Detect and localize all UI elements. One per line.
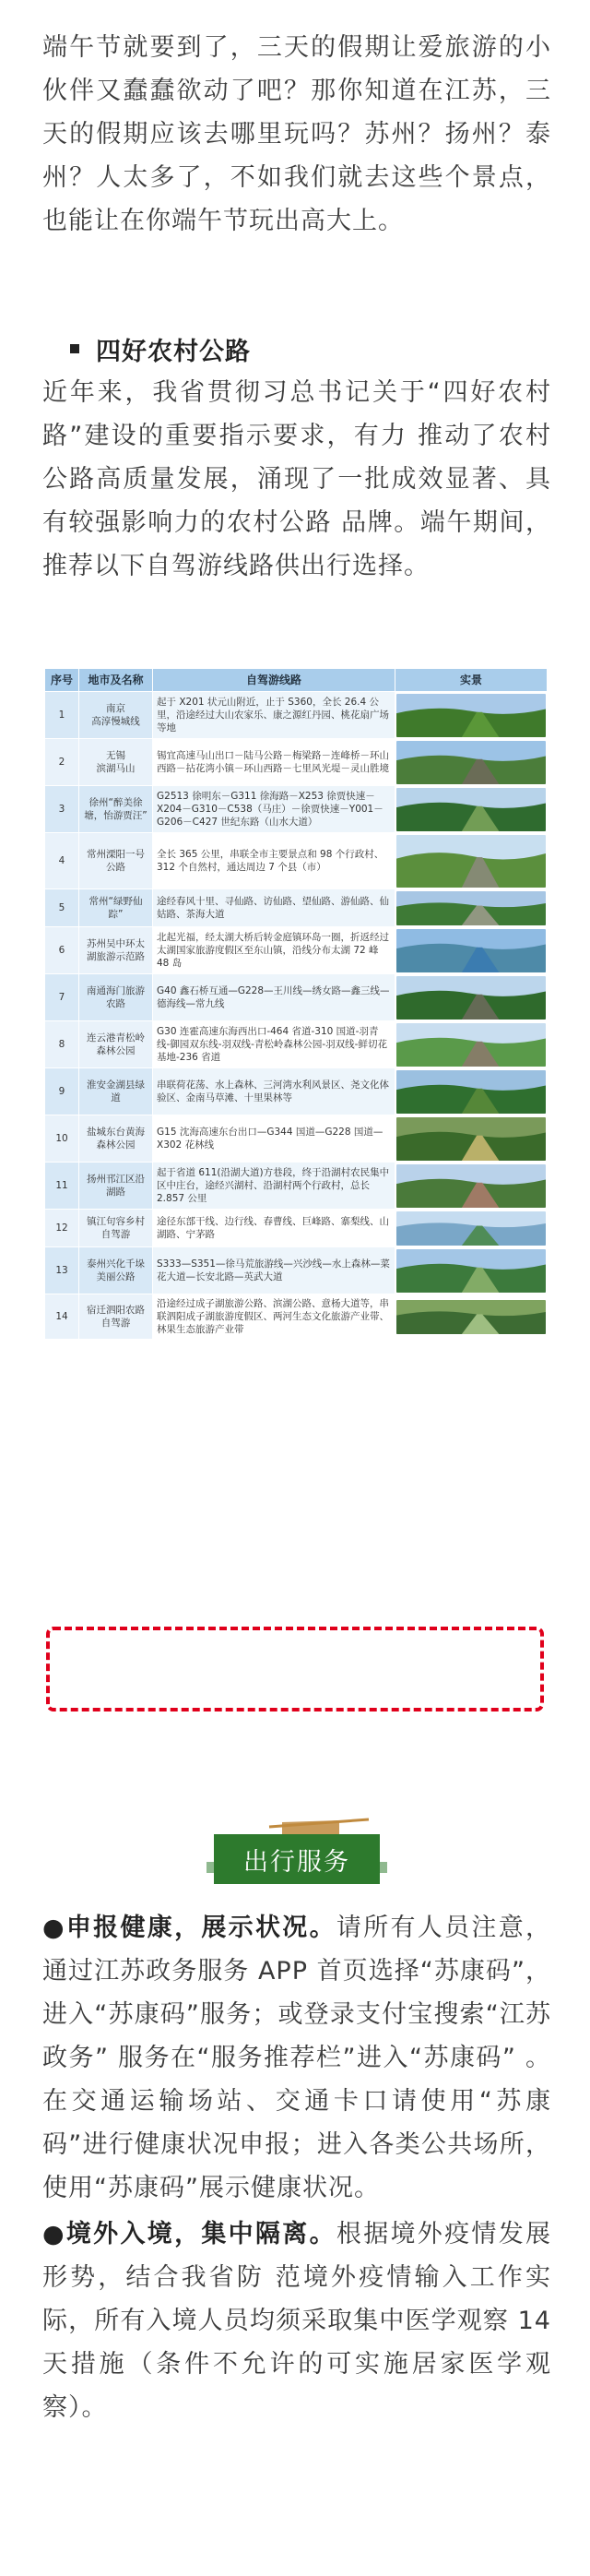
- route-photo: [395, 1210, 548, 1247]
- route-description: S333—S351—徐马荒旅游线—兴沙线—水上森林—菜花大道—长安北路—英武大道: [153, 1247, 395, 1294]
- route-photo: [395, 974, 548, 1021]
- section-heading: [70, 330, 251, 367]
- route-description: 串联荷花荡、水上森林、三河湾水利风景区、尧文化体验区、金南马草滩、十里果林等: [153, 1068, 395, 1115]
- route-name: 连云港青松岭森林公园: [79, 1021, 153, 1068]
- header-no: 序号: [45, 669, 79, 692]
- route-table: [44, 668, 548, 1340]
- table-row: [45, 1068, 548, 1115]
- landscape-photo-icon: [396, 976, 546, 1020]
- route-name: 扬州邗江区沿湖路: [79, 1163, 153, 1210]
- route-description: 北起光福，经太湖大桥后转金庭镇环岛一圈，折返经过太湖国家旅游度假区至东山镇，沿线分布太湖 72 峰 48 岛: [153, 927, 395, 974]
- route-description: 起于 X201 状元山附近，止于 S360，全长 26.4 公里，沿途经过大山农家乐、康之源红丹园、桃花扇广场等地: [153, 692, 395, 739]
- route-name: 淮安金湖县绿道: [79, 1068, 153, 1115]
- square-bullet-icon: [70, 344, 79, 353]
- route-photo: [395, 786, 548, 833]
- row-number: 8: [45, 1021, 79, 1068]
- route-description: 全长 365 公里，串联全市主要景点和 98 个行政村、312 个自然村，通达周边 7 个县（市）: [153, 833, 395, 889]
- landscape-photo-icon: [396, 1070, 546, 1114]
- row-number: 4: [45, 833, 79, 889]
- notice-quarantine: [42, 2212, 551, 2429]
- landscape-photo-icon: [396, 835, 546, 888]
- route-description: G15 沈海高速东台出口—G344 国道—G228 国道—X302 花林线: [153, 1115, 395, 1163]
- landscape-photo-icon: [396, 1164, 546, 1208]
- table-row: [45, 739, 548, 786]
- table-row: [45, 889, 548, 927]
- landscape-photo-icon: [396, 788, 546, 831]
- notice-health-text: 请所有人员注意，通过江苏政务服务 APP 首页选择“苏康码”，进入“苏康码”服务；或登录支付宝搜索“江苏政务” 服务在“服务推荐栏”进入“苏康码” 。在交通运输场站、交通卡口请使用“苏康码”进行健康状况申报；进入各类公共场所，使用“苏康码”展示健康状况。: [42, 1914, 552, 2202]
- route-description: G30 连霍高速东海西出口-464 省道-310 国道-羽青线-御园双东线-羽双线-青松岭森林公园-羽双线-鲜切花基地-236 省道: [153, 1021, 395, 1068]
- notice-quarantine-text: 根据境外疫情发展形势，结合我省防 范境外疫情输入工作实际，所有入境人员均须采取集中医学观察 14 天措施（条件不允许的可实施居家医学观察）。: [42, 2220, 552, 2422]
- route-description: G2513 徐明东－G311 徐海路－X253 徐贾快速－X204－G310－C538（马庄）－徐贾快速－Y001－G206－C427 世纪东路（山水大道）: [153, 786, 395, 833]
- header-name: 地市及名称: [79, 669, 153, 692]
- table-row: [45, 1210, 548, 1247]
- service-button: 出行服务: [214, 1834, 380, 1884]
- route-name: 徐州“醉美徐塘，怡游贾汪”: [79, 786, 153, 833]
- route-name: 南京 高淳慢城线: [79, 692, 153, 739]
- table-row: [45, 786, 548, 833]
- row-number: 1: [45, 692, 79, 739]
- table-row: [45, 927, 548, 974]
- landscape-photo-icon: [396, 929, 546, 972]
- route-photo: [395, 1247, 548, 1294]
- table-row: [45, 1294, 548, 1340]
- route-photo: [395, 889, 548, 927]
- landscape-photo-icon: [396, 891, 546, 925]
- row-number: 10: [45, 1115, 79, 1163]
- table-header-row: [45, 669, 548, 692]
- row-number: 6: [45, 927, 79, 974]
- header-route: 自驾游线路: [153, 669, 395, 692]
- row-number: 5: [45, 889, 79, 927]
- intro-paragraph: 端午节就要到了，三天的假期让爱旅游的小伙伴又蠢蠢欲动了吧？那你知道在江苏，三天的假期应该去哪里玩吗？苏州？扬州？泰州？人太多了，不如我们就去这些个景点，也能让在你端午节玩出高大上。: [42, 33, 551, 235]
- route-description: G40 鑫石桥互通—G228—王川线—绣女路—鑫三线—德海线—常九线: [153, 974, 395, 1021]
- section-heading-text: 四好农村公路: [96, 337, 251, 366]
- route-name: 常州“绿野仙踪”: [79, 889, 153, 927]
- route-photo: [395, 1021, 548, 1068]
- table-row: [45, 833, 548, 889]
- route-description: 途经春风十里、寻仙路、访仙路、望仙路、游仙路、仙姑路、茶海大道: [153, 889, 395, 927]
- table-body: [45, 692, 548, 1340]
- route-name: 苏州吴中环太湖旅游示范路: [79, 927, 153, 974]
- service-banner: [205, 1818, 389, 1884]
- row-13-highlight-box: [46, 1627, 544, 1711]
- route-photo: [395, 1163, 548, 1210]
- notice-quarantine-lead: ●境外入境，集中隔离。: [42, 2220, 336, 2248]
- row-number: 2: [45, 739, 79, 786]
- row-number: 7: [45, 974, 79, 1021]
- route-photo: [395, 1115, 548, 1163]
- header-photo: 实景: [395, 669, 548, 692]
- landscape-photo-icon: [396, 1117, 546, 1161]
- row-number: 12: [45, 1210, 79, 1247]
- landscape-photo-icon: [396, 1023, 546, 1067]
- route-name: 盐城东台黄海森林公园: [79, 1115, 153, 1163]
- row-number: 9: [45, 1068, 79, 1115]
- route-name: 镇江句容乡村自驾游: [79, 1210, 153, 1247]
- landscape-photo-icon: [396, 741, 546, 784]
- landscape-photo-icon: [396, 694, 546, 737]
- section-paragraph: 近年来，我省贯彻习总书记关于“四好农村路”建设的重要指示要求，有力 推动了农村公路高质量发展，涌现了一批成效显著、具有较强影响力的农村公路 品牌。端午期间，推荐以下自驾游线路供出行选择。: [42, 378, 551, 580]
- route-description: 途径东部干线、边行线、春曹线、巨峰路、寨梨线、山湖路、宁茅路: [153, 1210, 395, 1247]
- table-row: [45, 1021, 548, 1068]
- route-name: 无锡 滨湖马山: [79, 739, 153, 786]
- landscape-photo-icon: [396, 1300, 546, 1334]
- row-number: 14: [45, 1294, 79, 1340]
- table-row: [45, 1247, 548, 1294]
- route-photo: [395, 927, 548, 974]
- route-description: 沿途经过成子湖旅游公路、滨湖公路、意杨大道等，串联泗阳成子湖旅游度假区、两河生态文化旅游产业带、林果生态旅游产业带: [153, 1294, 395, 1340]
- route-name: 南通海门旅游农路: [79, 974, 153, 1021]
- table-row: [45, 974, 548, 1021]
- route-name: 宿迁泗阳农路自驾游: [79, 1294, 153, 1340]
- table-row: [45, 1163, 548, 1210]
- notice-health-lead: ●申报健康，展示状况。: [42, 1914, 336, 1942]
- route-photo: [395, 1068, 548, 1115]
- row-number: 11: [45, 1163, 79, 1210]
- table-row: [45, 1115, 548, 1163]
- table-row: [45, 692, 548, 739]
- route-photo: [395, 739, 548, 786]
- route-photo: [395, 833, 548, 889]
- route-description: 锡宜高速马山出口－陆马公路－梅梁路－连峰桥－环山西路－拈花湾小镇－环山西路－七里风光堤－灵山胜境: [153, 739, 395, 786]
- notice-health-code: [42, 1906, 551, 2210]
- route-name: 常州溧阳一号公路: [79, 833, 153, 889]
- route-photo: [395, 1294, 548, 1340]
- route-description: 起于省道 611(沿湖大道)方巷段，终于沿湖村农民集中区中庄台，途经兴湖村、沿湖村两个行政村，总长 2.857 公里: [153, 1163, 395, 1210]
- route-name: 泰州兴化千垛美丽公路: [79, 1247, 153, 1294]
- row-number: 3: [45, 786, 79, 833]
- landscape-photo-icon: [396, 1211, 546, 1246]
- row-number: 13: [45, 1247, 79, 1294]
- landscape-photo-icon: [396, 1249, 546, 1293]
- route-photo: [395, 692, 548, 739]
